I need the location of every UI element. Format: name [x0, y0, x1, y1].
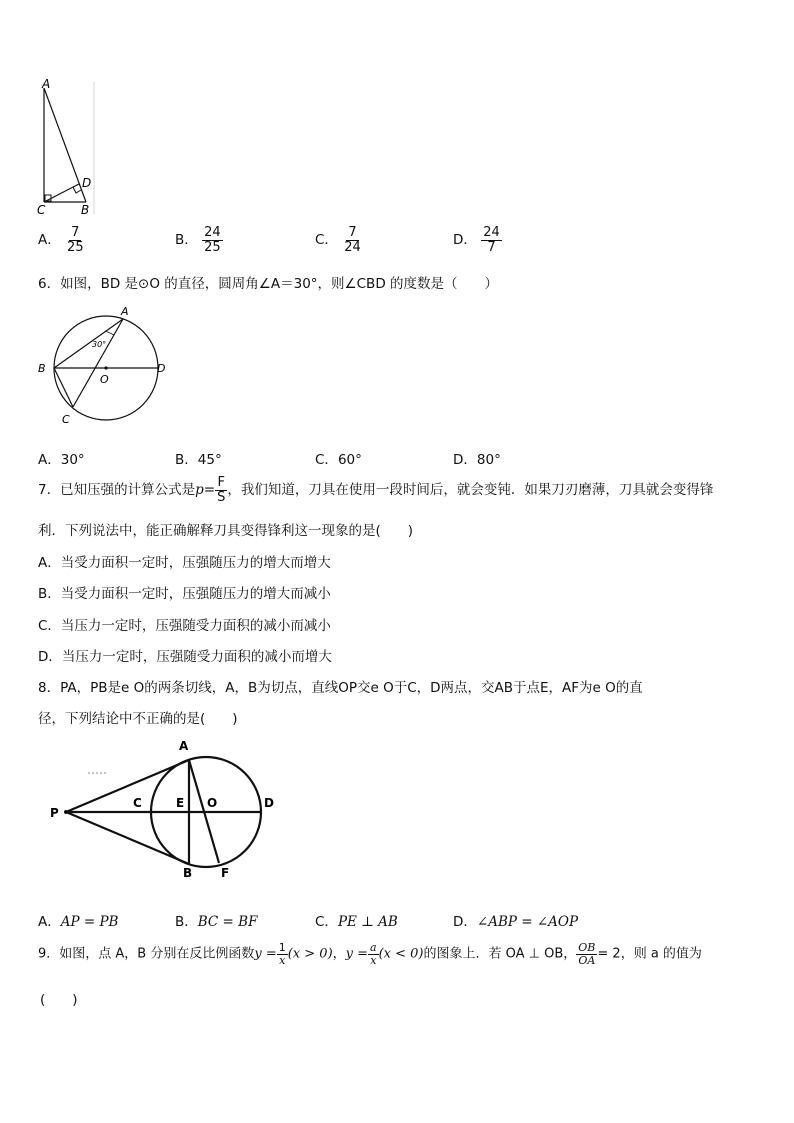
q8-label-d: D: [264, 796, 274, 810]
q7-option-a[interactable]: A．当受力面积一定时，压强随压力的增大而增大: [38, 555, 331, 571]
q6-option-a[interactable]: A．30°: [38, 452, 85, 468]
q5-label-a: A: [42, 77, 51, 91]
q5-option-c[interactable]: C． $\frac{7}{24}$: [315, 225, 361, 255]
q6-option-c[interactable]: C．60°: [315, 452, 362, 468]
q6-angle-label: 30°: [92, 340, 107, 349]
q5-option-b-fraction: $\frac{24}{25}$: [204, 225, 221, 255]
q8-label-c: C: [133, 796, 142, 810]
q8-label-e: E: [176, 796, 185, 810]
q9-stem-line2: ( ): [40, 992, 78, 1008]
q7-stem-line1: 7．已知压强的计算公式是p= $\frac{F}{S}$ ，我们知道，刀具在使用一段时间后，就会变钝．如果刀刃磨薄，刀具就会变得锋: [38, 475, 714, 505]
q7-formula-fraction: $\frac{F}{S}$: [217, 475, 226, 505]
q8-label-f: F: [221, 866, 230, 880]
q9-stem-line1: 9．如图，点 A，B 分别在反比例函数y = $\frac{1}{x}$ (x > 0)，y = $\frac{a}{x}$ (x < 0)的图象上．若 OA ⊥ OB， $\frac{OB}{OA}$ = 2，则 a 的值为: [38, 941, 702, 967]
q7-option-c[interactable]: C．当压力一定时，压强随受力面积的减小而减小: [38, 618, 331, 634]
q5-option-d[interactable]: D． $\frac{24}{7}$: [453, 225, 500, 255]
q5-triangle-figure: [30, 74, 110, 224]
q9-ratio-fraction: $\frac{OB}{OA}$: [578, 941, 596, 967]
q6-label-c: C: [62, 413, 70, 426]
q9-fraction-1: $\frac{1}{x}$: [278, 941, 286, 967]
q8-option-d[interactable]: D．∠ABP = ∠AOP: [453, 914, 579, 930]
q6-label-o: O: [100, 373, 109, 386]
q5-option-a[interactable]: A． $\frac{7}{25}$: [38, 225, 84, 255]
q7-stem-line2: 利．下列说法中，能正确解释刀具变得锋利这一现象的是( ): [38, 523, 414, 539]
q8-tangent-figure: [44, 736, 284, 882]
q5-option-b[interactable]: B． $\frac{24}{25}$: [175, 225, 221, 255]
q9-fraction-2: $\frac{a}{x}$: [370, 941, 377, 967]
q8-option-c[interactable]: C．PE ⊥ AB: [315, 914, 398, 930]
q8-option-a[interactable]: A．AP = PB: [38, 914, 119, 930]
q8-label-a: A: [179, 739, 189, 753]
q6-circle-figure: [34, 302, 174, 432]
q6-option-b[interactable]: B．45°: [175, 452, 222, 468]
q8-label-o: O: [207, 796, 218, 810]
q7-formula: p=: [195, 482, 216, 499]
q8-label-b: B: [183, 866, 193, 880]
q6-label-a: A: [121, 305, 129, 318]
q6-label-d: D: [157, 362, 166, 375]
q7-option-d[interactable]: D．当压力一定时，压强随受力面积的减小而增大: [38, 649, 332, 665]
q8-option-b[interactable]: B．BC = BF: [175, 914, 258, 930]
q7-option-b[interactable]: B．当受力面积一定时，压强随压力的增大而减小: [38, 586, 331, 602]
q5-label-c: C: [37, 203, 46, 217]
q6-stem: 6．如图，BD 是⊙O 的直径，圆周角∠A＝30°，则∠CBD 的度数是（ ）: [38, 276, 499, 292]
q8-label-p: P: [50, 806, 59, 820]
q8-stem-line2: 径，下列结论中不正确的是( ): [38, 711, 238, 727]
q5-option-d-fraction: $\frac{24}{7}$: [483, 225, 500, 255]
q8-stem-line1: 8．PA，PB是e O的两条切线，A，B为切点，直线OP交e O于C，D两点，交AB于点E，AF为e O的直: [38, 680, 643, 696]
q6-option-d[interactable]: D．80°: [453, 452, 501, 468]
q5-label-d: D: [82, 176, 92, 190]
q5-label-b: B: [81, 203, 90, 217]
q5-option-a-fraction: $\frac{7}{25}$: [67, 225, 84, 255]
q6-label-b: B: [38, 362, 46, 375]
q5-option-c-fraction: $\frac{7}{24}$: [344, 225, 361, 255]
